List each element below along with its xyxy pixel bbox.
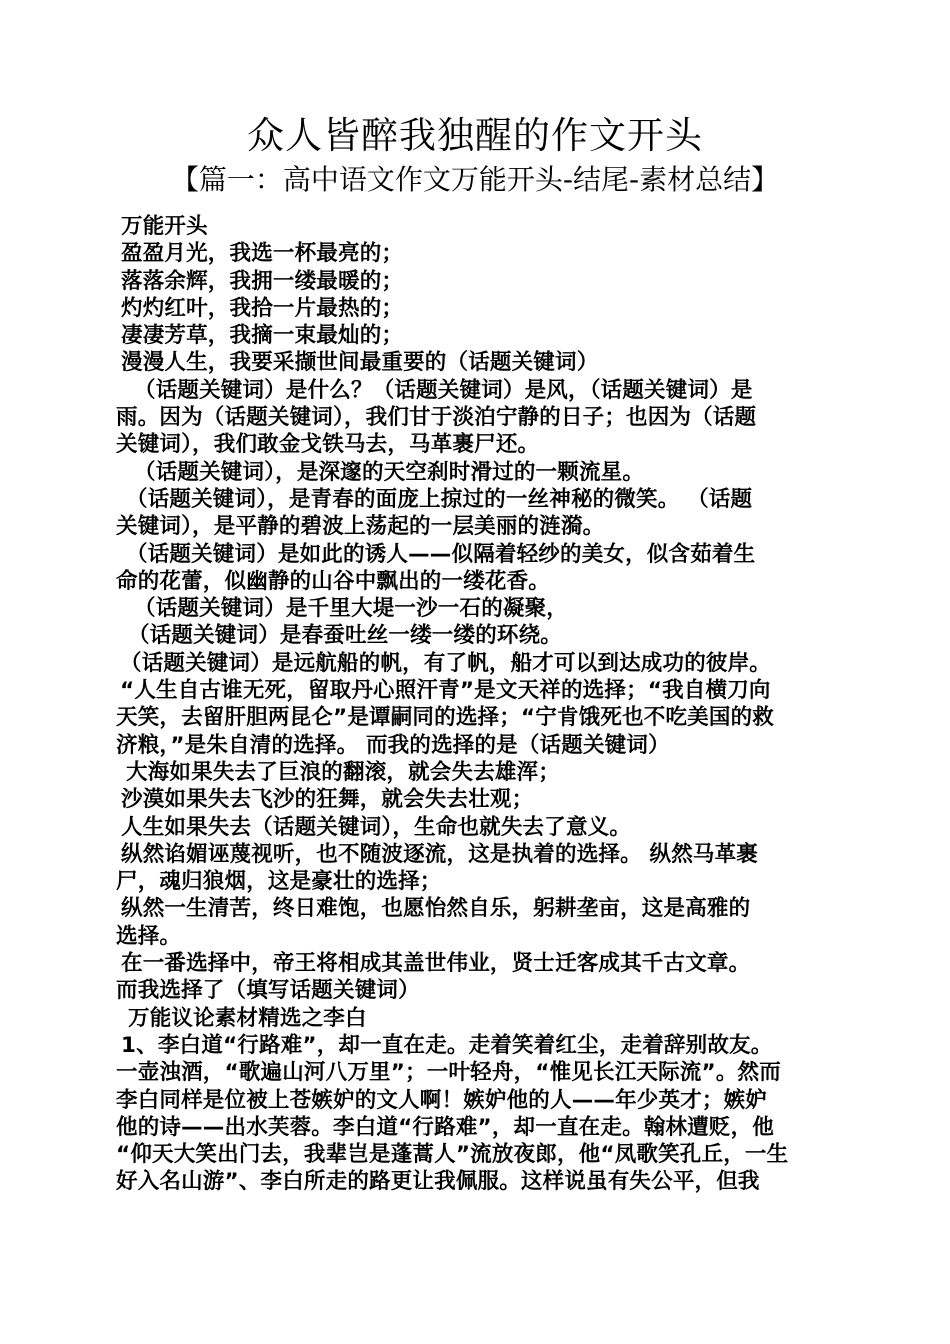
text-line: 凄凄芳草，我摘一束最灿的；	[121, 323, 404, 349]
text-line: 人生如果失去（话题关键词），生命也就失去了意义。	[121, 814, 632, 840]
text-line: （话题关键词），是青春的面庞上掠过的一丝神秘的微笑。 （话题	[126, 486, 753, 512]
document-body	[116, 213, 838, 1196]
text-line: 落落余辉，我拥一缕最暖的；	[121, 268, 404, 294]
text-line: 雨。因为（话题关键词），我们甘于淡泊宁静的日子；也因为（话题	[116, 405, 757, 431]
text-line: 天笑，去留肝胆两昆仑”是谭嗣同的选择；“宁肯饿死也不吃美国的救	[116, 705, 774, 731]
document-subtitle: 【篇一：高中语文作文万能开头-结尾-素材总结】	[170, 163, 780, 196]
text-line: 大海如果失去了巨浪的翻滚，就会失去雄浑；	[126, 759, 561, 785]
text-line: （话题关键词）是春蚕吐丝一缕一缕的环绕。	[128, 623, 563, 649]
text-line: （话题关键词），是深邃的天空刹时滑过的一颗流星。	[134, 459, 645, 485]
text-line: “仰天大笑出门去，我辈岂是蓬蒿人”流放夜郎，他“凤歌笑孔丘，一生	[116, 1142, 789, 1168]
text-line: 选择。	[116, 923, 182, 949]
text-line: （话题关键词）是如此的诱人——似隔着轻纱的美女，似含茹着生	[126, 541, 756, 567]
text-line: 灼灼红叶，我拾一片最热的；	[121, 295, 404, 321]
text-line: 他的诗——出水芙蓉。李白道“行路难”，却一直在走。翰林遭贬，他	[116, 1114, 774, 1140]
text-line: 漫漫人生，我要采撷世间最重要的（话题关键词）	[121, 350, 599, 376]
text-line: 在一番选择中，帝王将相成其盖世伟业，贤士迁客成其千古文章。	[121, 951, 751, 977]
text-line: 李白同样是位被上苍嫉妒的文人啊！嫉妒他的人——年少英才；嫉妒	[116, 1087, 768, 1113]
text-line: （话题关键词）是什么？（话题关键词）是风，（话题关键词）是	[134, 377, 753, 403]
text-line: 济粮，”是朱自清的选择。 而我的选择的是（话题关键词）	[116, 732, 670, 758]
text-line: 沙漠如果失去飞沙的狂舞，就会失去壮观；	[121, 787, 534, 813]
text-line: 关键词），是平静的碧波上荡起的一层美丽的涟漪。	[116, 514, 605, 540]
text-line: 1、李白道“行路难”，却一直在走。走着笑着红尘，走着辞别故友。	[121, 1032, 773, 1058]
text-line: 万能议论素材精选之李白	[128, 1005, 367, 1031]
text-line: 纵然一生清苦，终日难饱，也愿怡然自乐，躬耕垄亩，这是高雅的	[121, 896, 751, 922]
text-line: 尸，魂归狼烟，这是豪壮的选择；	[116, 869, 442, 895]
text-line: 万能开头	[121, 214, 208, 239]
text-line: （话题关键词）是远航船的帆，有了帆，船才可以到达成功的彼岸。	[120, 650, 772, 676]
text-line: 一壶浊酒，“歌遍山河八万里”；一叶轻舟，“惟见长江天际流”。然而	[116, 1060, 781, 1086]
text-line: 关键词），我们敢金戈铁马去，马革裹尸还。	[116, 432, 540, 458]
text-line: 纵然谄媚诬蔑视听，也不随波逐流，这是执着的选择。 纵然马革裹	[121, 841, 758, 867]
text-line: （话题关键词）是千里大堤一沙一石的凝聚，	[134, 596, 569, 622]
text-line: 而我选择了（填写话题关键词）	[116, 978, 420, 1004]
text-line: “人生自古谁无死，留取丹心照汗青”是文天祥的选择；“我自横刀向	[120, 678, 771, 704]
document-title: 众人皆醉我独醒的作文开头	[247, 114, 703, 157]
text-line: 好入名山游”、李白所走的路更让我佩服。这样说虽有失公平，但我	[116, 1169, 760, 1195]
text-line: 盈盈月光，我选一杯最亮的；	[121, 241, 404, 267]
text-line: 命的花蕾，似幽静的山谷中飘出的一缕花香。	[116, 568, 551, 594]
